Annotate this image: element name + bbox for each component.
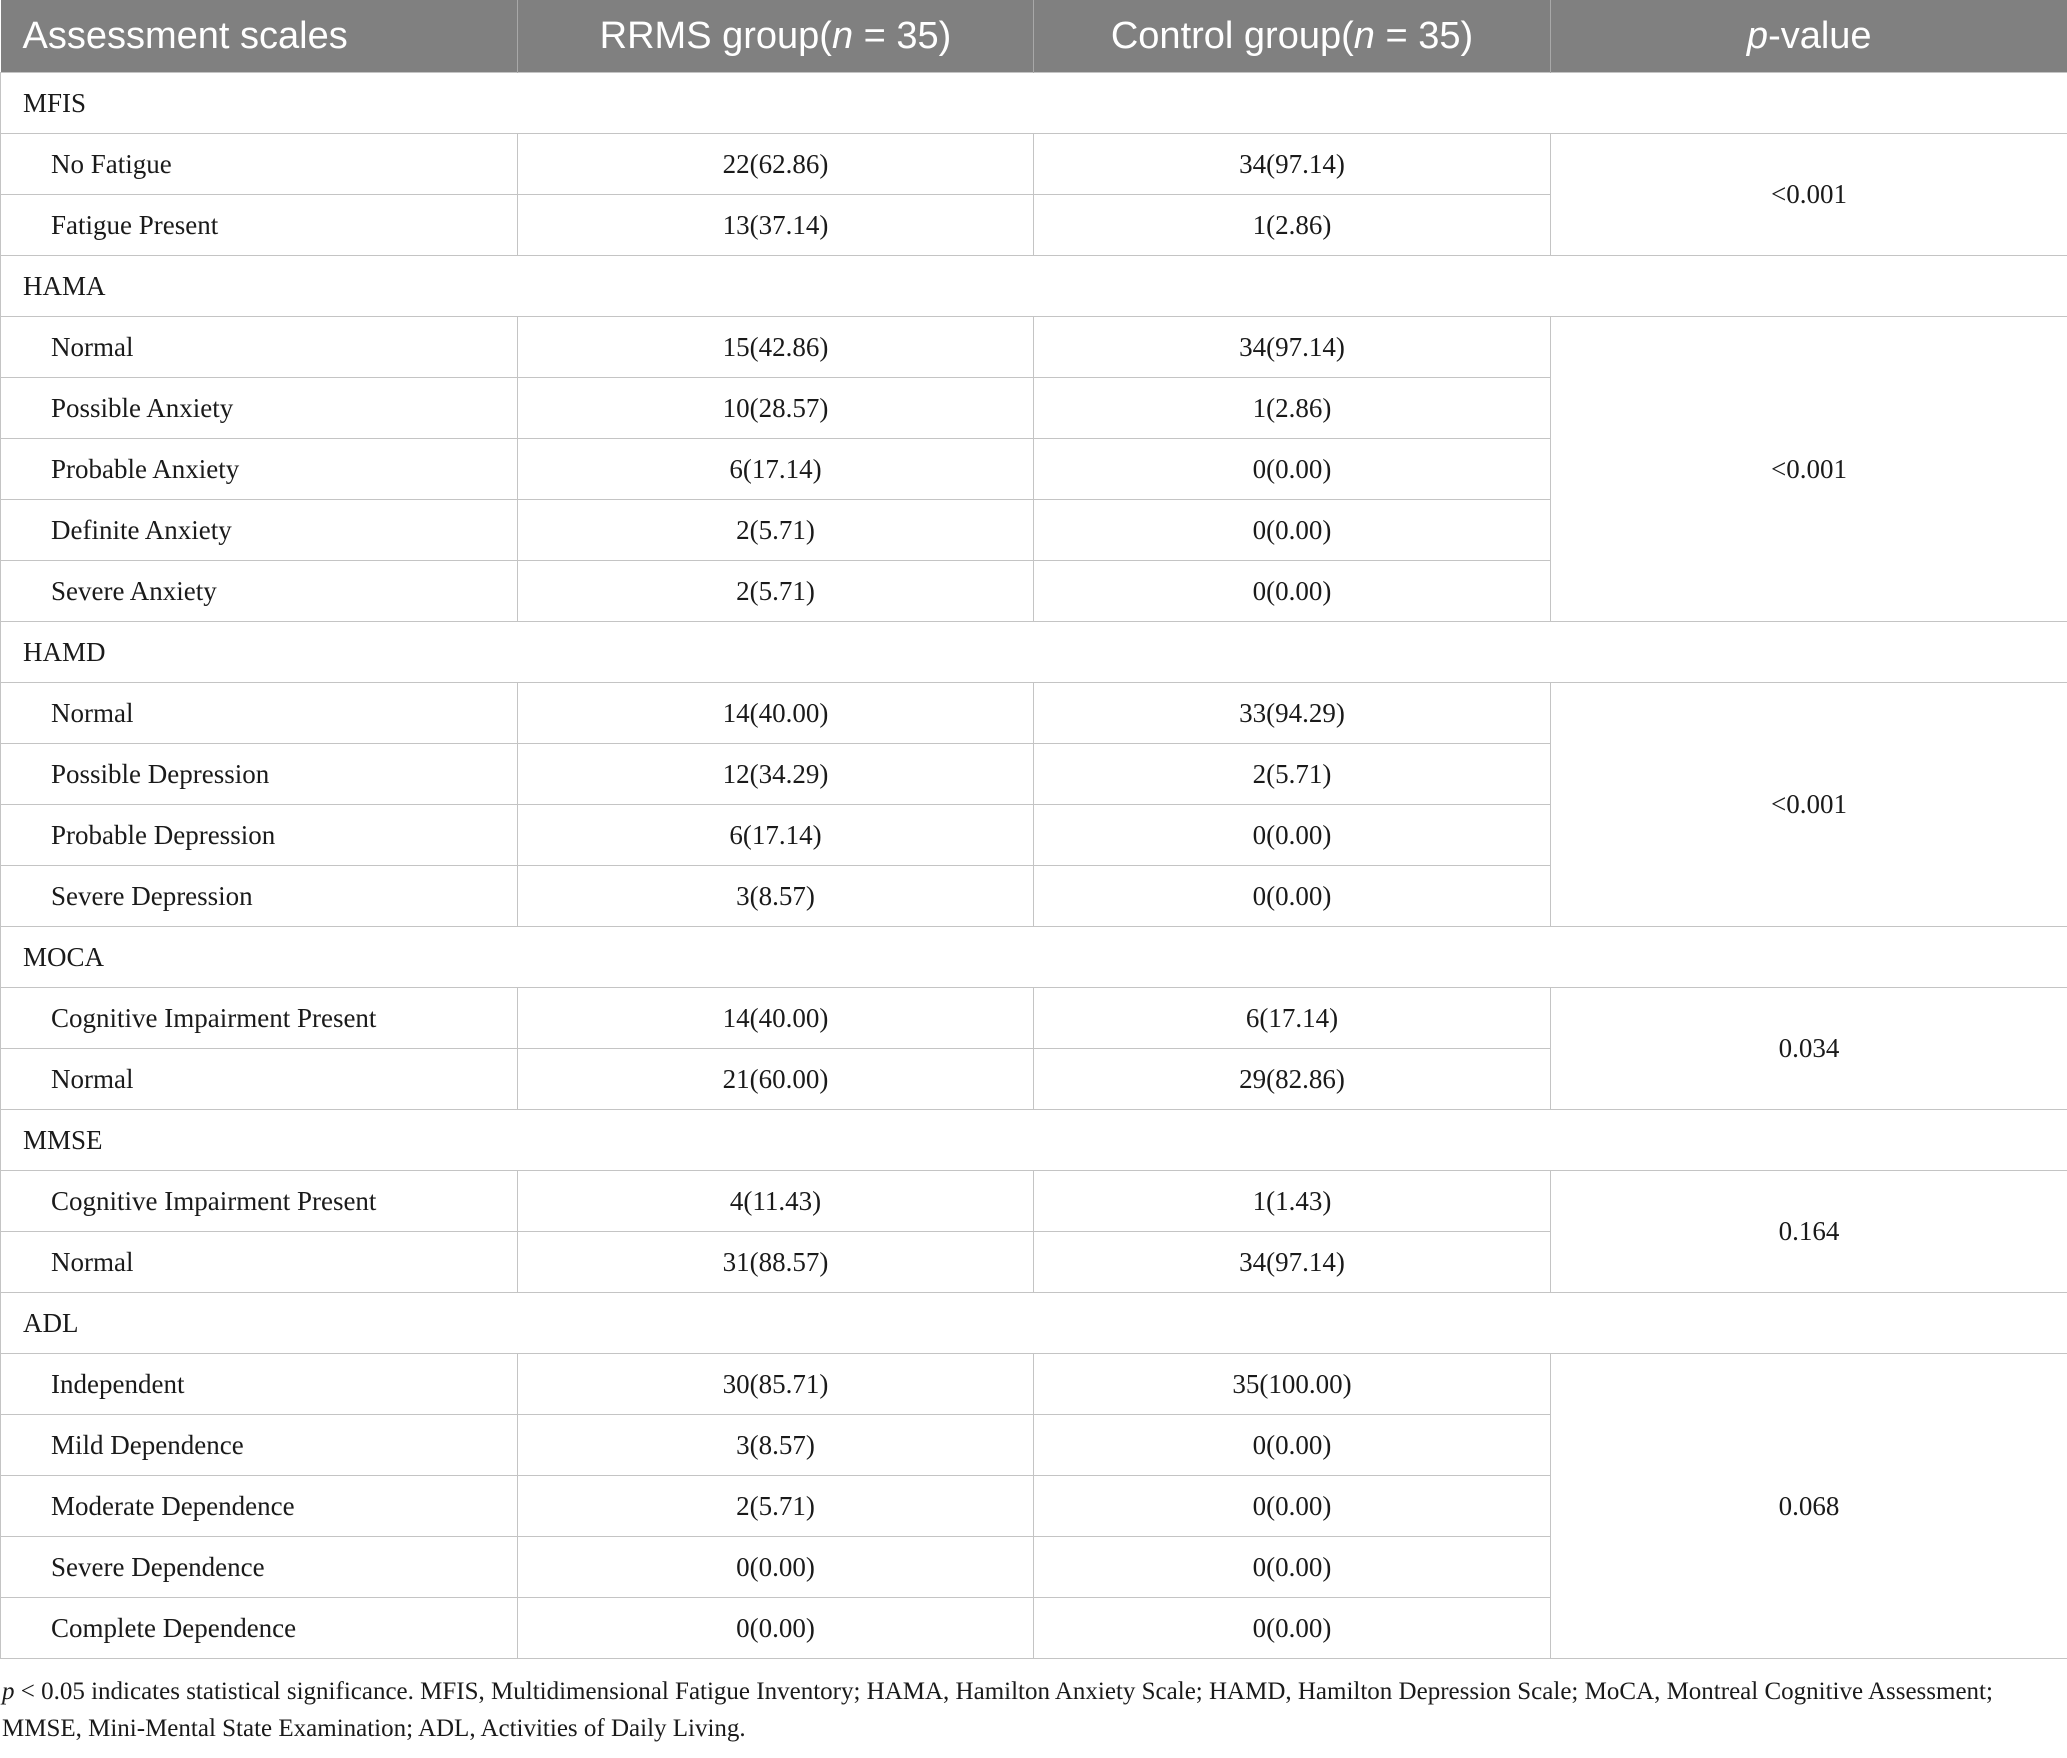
control-value: 1(1.43) — [1034, 1171, 1551, 1232]
rrms-value: 2(5.71) — [518, 500, 1034, 561]
table-row — [1, 1354, 2067, 1415]
table-row — [1, 1171, 2067, 1232]
control-value: 33(94.29) — [1034, 683, 1551, 744]
table-footnote — [0, 1673, 2067, 1747]
section-row-moca — [1, 927, 2067, 988]
control-value: 1(2.86) — [1034, 378, 1551, 439]
section-row-hamd — [1, 622, 2067, 683]
rrms-value: 3(8.57) — [518, 866, 1034, 927]
row-label: Independent — [1, 1354, 518, 1415]
footnote-p-symbol: p — [2, 1678, 15, 1705]
section-row-adl — [1, 1293, 2067, 1354]
row-label: Normal — [1, 1049, 518, 1110]
control-value: 0(0.00) — [1034, 1598, 1551, 1659]
row-label: No Fatigue — [1, 134, 518, 195]
header-rrms-group: RRMS group(n = 35) — [518, 0, 1034, 73]
control-value: 2(5.71) — [1034, 744, 1551, 805]
control-value: 35(100.00) — [1034, 1354, 1551, 1415]
rrms-value: 31(88.57) — [518, 1232, 1034, 1293]
table-row — [1, 134, 2067, 195]
rrms-value: 14(40.00) — [518, 988, 1034, 1049]
row-label: Severe Depression — [1, 866, 518, 927]
footnote-text: < 0.05 indicates statistical significance. MFIS, Multidimensional Fatigue Inventory; HAMA, Hamilton Anxiety Scale; HAMD, Hamilton Depression Scale; MoCA, Montreal Cognitive Assessment; MMSE, Mini-Mental State Examination; ADL, Activities of Daily Living. — [2, 1678, 1993, 1742]
rrms-value: 13(37.14) — [518, 195, 1034, 256]
control-value: 0(0.00) — [1034, 805, 1551, 866]
rrms-value: 6(17.14) — [518, 805, 1034, 866]
section-title: MOCA — [1, 927, 2067, 988]
p-value-cell: <0.001 — [1551, 683, 2067, 927]
header-assessment-scales: Assessment scales — [1, 0, 518, 73]
section-title: HAMD — [1, 622, 2067, 683]
row-label: Cognitive Impairment Present — [1, 988, 518, 1049]
section-title: MFIS — [1, 73, 2067, 134]
row-label: Severe Anxiety — [1, 561, 518, 622]
row-label: Probable Depression — [1, 805, 518, 866]
row-label: Normal — [1, 683, 518, 744]
rrms-value: 15(42.86) — [518, 317, 1034, 378]
section-title: HAMA — [1, 256, 2067, 317]
p-value-cell: 0.034 — [1551, 988, 2067, 1110]
p-value-cell: 0.068 — [1551, 1354, 2067, 1659]
row-label: Probable Anxiety — [1, 439, 518, 500]
table-row — [1, 683, 2067, 744]
section-title: MMSE — [1, 1110, 2067, 1171]
row-label: Definite Anxiety — [1, 500, 518, 561]
control-value: 34(97.14) — [1034, 1232, 1551, 1293]
p-value-cell: <0.001 — [1551, 317, 2067, 622]
row-label: Complete Dependence — [1, 1598, 518, 1659]
control-value: 0(0.00) — [1034, 866, 1551, 927]
control-value: 0(0.00) — [1034, 1415, 1551, 1476]
header-control-group: Control group(n = 35) — [1034, 0, 1551, 73]
rrms-value: 21(60.00) — [518, 1049, 1034, 1110]
control-value: 0(0.00) — [1034, 561, 1551, 622]
table-header — [1, 0, 2067, 73]
control-value: 6(17.14) — [1034, 988, 1551, 1049]
row-label: Moderate Dependence — [1, 1476, 518, 1537]
section-row-mfis — [1, 73, 2067, 134]
rrms-value: 3(8.57) — [518, 1415, 1034, 1476]
control-value: 34(97.14) — [1034, 134, 1551, 195]
control-value: 29(82.86) — [1034, 1049, 1551, 1110]
p-value-cell: <0.001 — [1551, 134, 2067, 256]
control-value: 1(2.86) — [1034, 195, 1551, 256]
rrms-value: 4(11.43) — [518, 1171, 1034, 1232]
control-value: 0(0.00) — [1034, 500, 1551, 561]
row-label: Possible Anxiety — [1, 378, 518, 439]
row-label: Mild Dependence — [1, 1415, 518, 1476]
rrms-value: 2(5.71) — [518, 1476, 1034, 1537]
rrms-value: 14(40.00) — [518, 683, 1034, 744]
p-value-cell: 0.164 — [1551, 1171, 2067, 1293]
row-label: Fatigue Present — [1, 195, 518, 256]
table-row — [1, 317, 2067, 378]
control-value: 0(0.00) — [1034, 1476, 1551, 1537]
header-p-value: p-value — [1551, 0, 2067, 73]
rrms-value: 6(17.14) — [518, 439, 1034, 500]
table-row — [1, 988, 2067, 1049]
rrms-value: 0(0.00) — [518, 1537, 1034, 1598]
row-label: Normal — [1, 1232, 518, 1293]
rrms-value: 12(34.29) — [518, 744, 1034, 805]
header-row — [1, 0, 2067, 73]
section-row-hama — [1, 256, 2067, 317]
section-row-mmse — [1, 1110, 2067, 1171]
rrms-value: 2(5.71) — [518, 561, 1034, 622]
control-value: 0(0.00) — [1034, 1537, 1551, 1598]
row-label: Normal — [1, 317, 518, 378]
table-body — [1, 73, 2067, 1659]
row-label: Cognitive Impairment Present — [1, 1171, 518, 1232]
rrms-value: 10(28.57) — [518, 378, 1034, 439]
row-label: Possible Depression — [1, 744, 518, 805]
control-value: 34(97.14) — [1034, 317, 1551, 378]
control-value: 0(0.00) — [1034, 439, 1551, 500]
section-title: ADL — [1, 1293, 2067, 1354]
row-label: Severe Dependence — [1, 1537, 518, 1598]
rrms-value: 22(62.86) — [518, 134, 1034, 195]
rrms-value: 30(85.71) — [518, 1354, 1034, 1415]
rrms-value: 0(0.00) — [518, 1598, 1034, 1659]
